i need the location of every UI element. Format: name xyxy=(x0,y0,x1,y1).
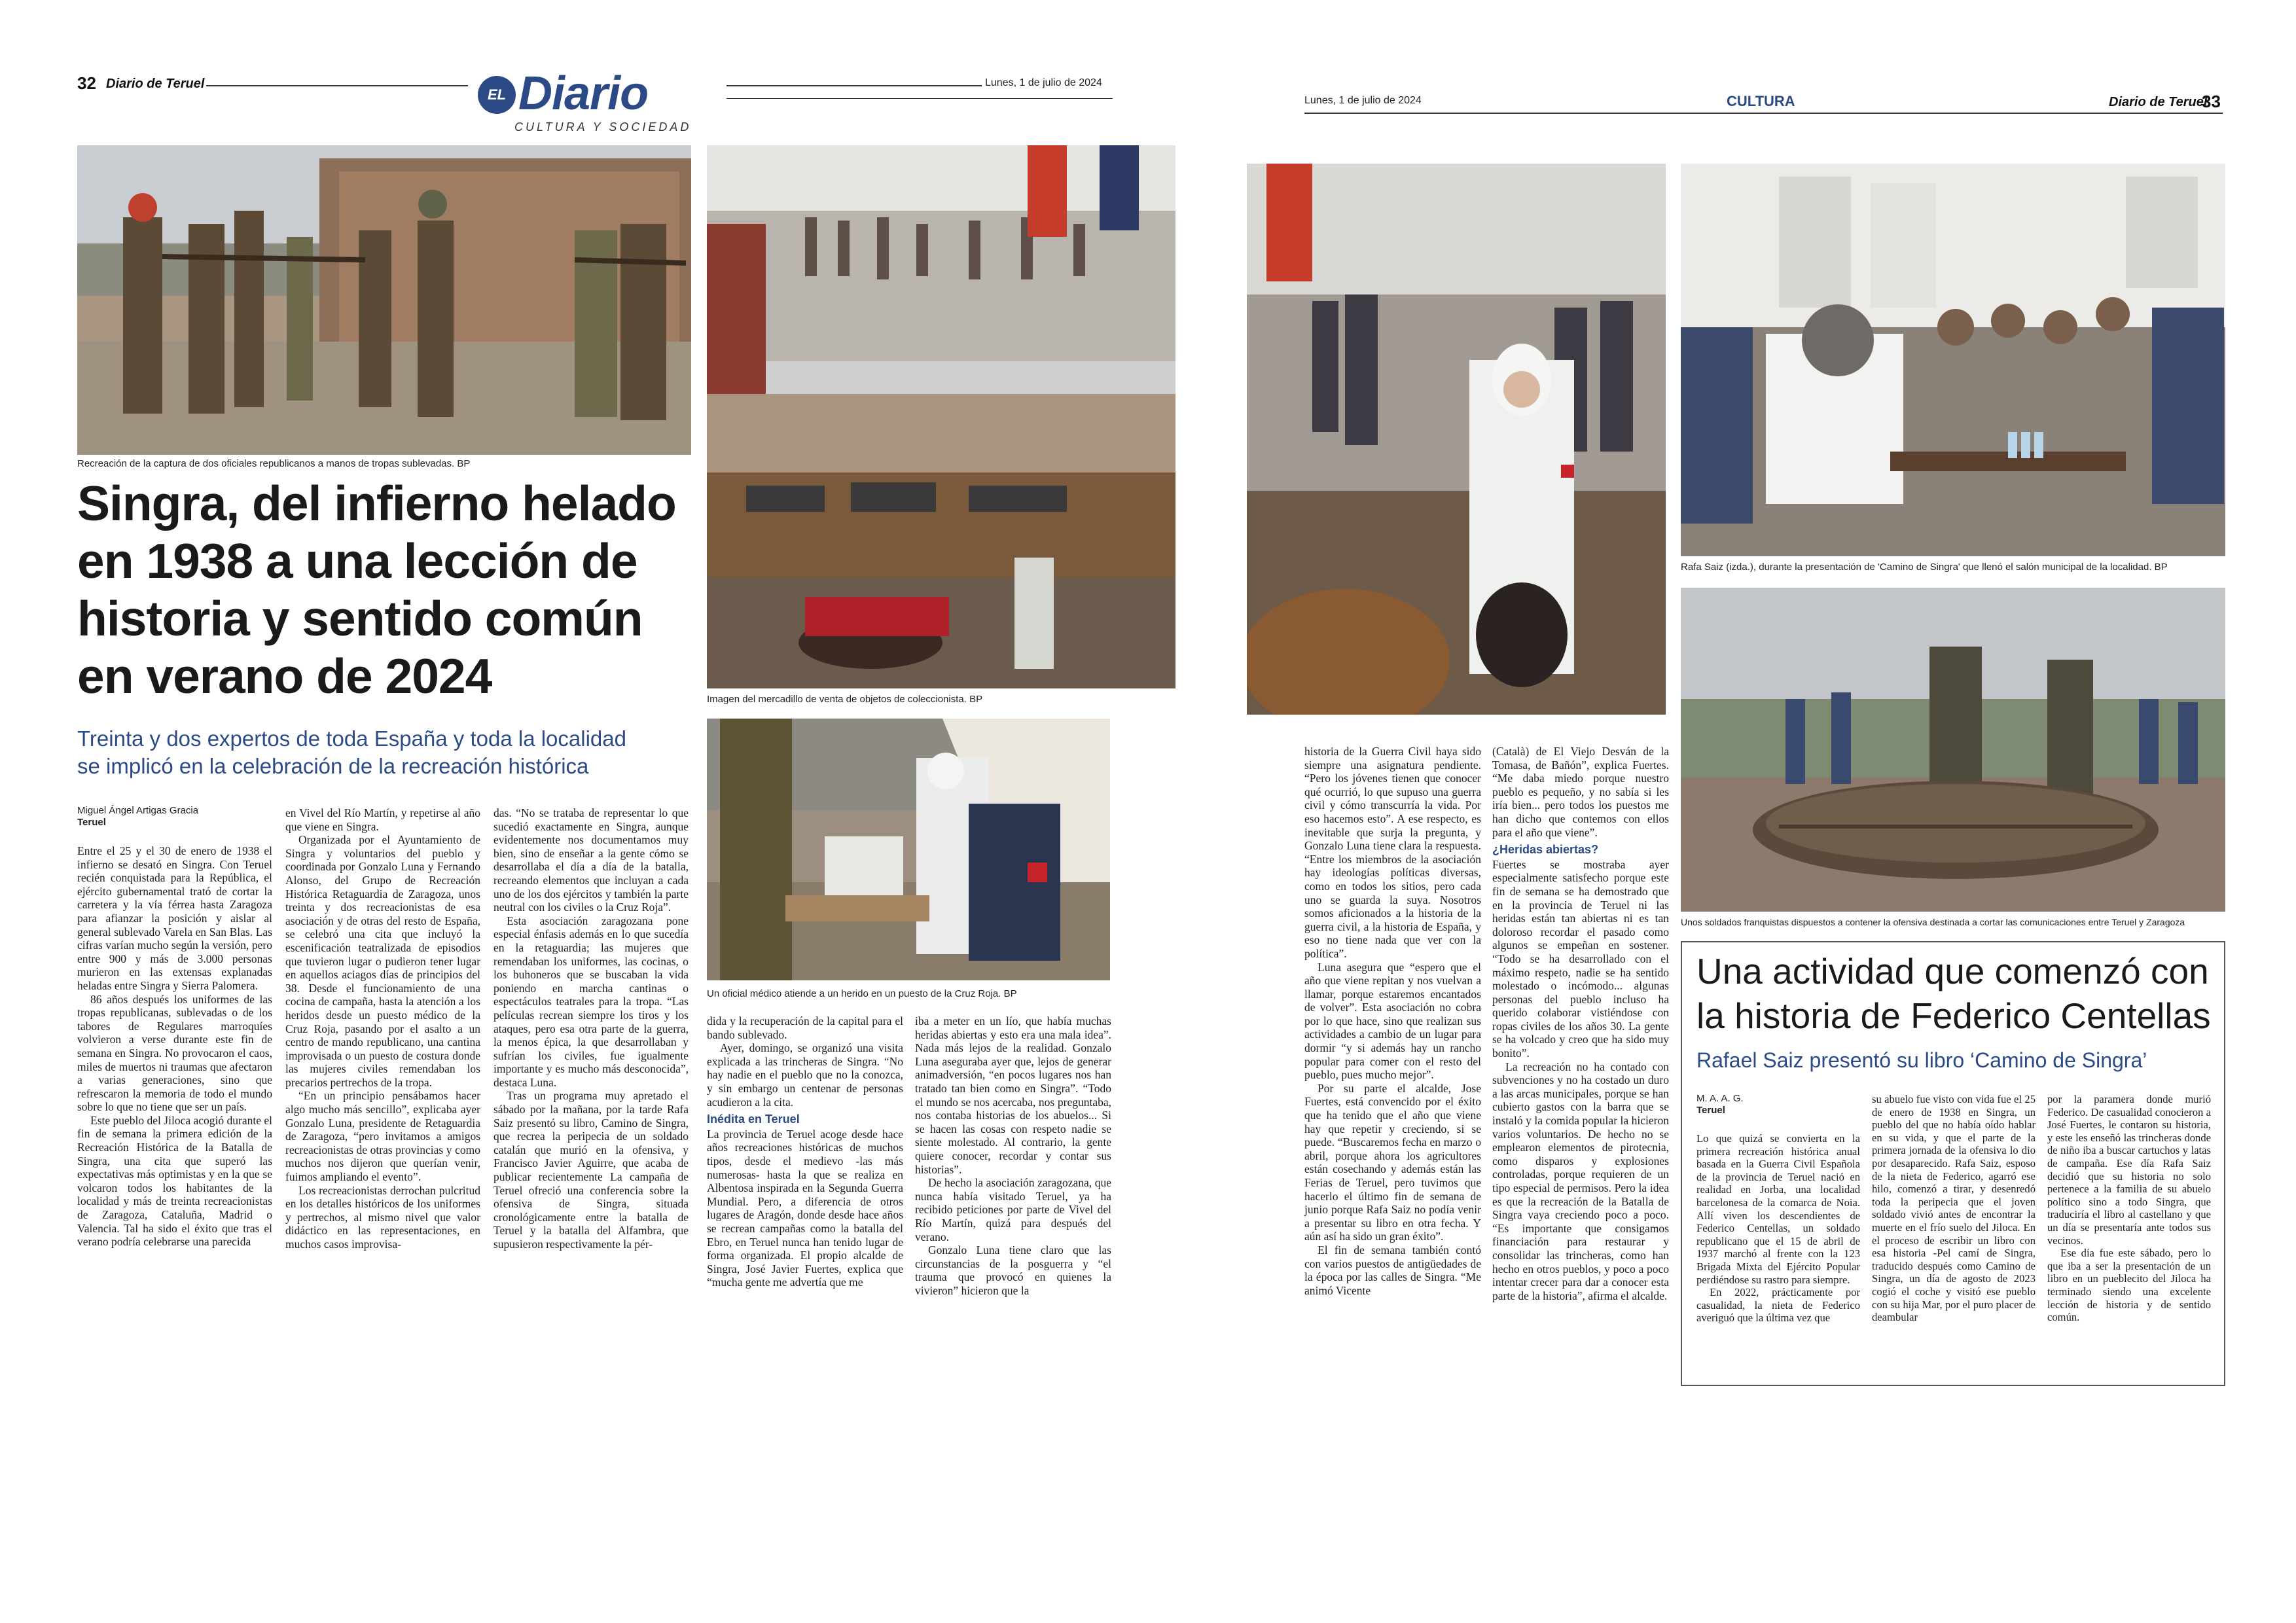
photo-red-cross xyxy=(707,719,1110,980)
paragraph: iba a meter en un lío, que había muchas heridas abiertas y esto era una mala idea”. Nada más lejos de la realidad. Gonzalo Luna aseguraba ayer que, lejos de generar animadversión, “en pocos lugares nos han tratado tan bien como en Singra”. “Todo el mundo se nos acercaba, nos preguntaba, nos contaba historias de los abuelos... Si se hacen las cosas con respeto nadie se siente molestado. Al contrario, la gente quiere conocer, recordar y contar sus historias”. xyxy=(915,1014,1111,1176)
headline-line-2: en 1938 a una lección de xyxy=(77,533,637,588)
paragraph: su abuelo fue visto con vida fue el 25 de enero de 1938 en Singra, un pueblo del que no había oído hablar en su vida, y que el parte de la primera jornada de la ofensiva lo dio por desaparecido. Rafa Saiz, esposo de la nieta de Federico, agarró ese hilo, comenzó a tirar, y desenredó toda la peripecia que el joven soldado vivió antes de encontrar la muerte en el frío suelo del Jiloca. En el proceso de escribir un libro con esa historia -Pel camí de Singra, traducido después como Camino de Singra, un día de agosto de 2023 cogió el coche y visitó ese pueblo con su hija Mar, por el puro placer de deambular xyxy=(1872,1093,2036,1324)
paragraph: Esta asociación zaragozana pone especial énfasis además en lo que sucedía en la retaguardia; las mujeres que remendaban los uniformes, las cocinas, o los buhoneros que se buscaban la vida poniendo en marcha cantinas o espectáculos teatrales para la tropa. “Las películas recrean siempre los tiros y los ataques, pero esa otra parte de la guerra, la menos épica, la que desarrollaban y sufrían los civiles, fue igualmente importante y es mucho más desconocida”, destaca Luna. xyxy=(493,914,689,1089)
paragraph: das. “No se trataba de representar lo que sucedió exactamente en Singra, aunque evidentemente nos documentamos muy bien, sino de enseñar a la gente cómo se desarrollaba el día a día de la batalla, recreando elementos que incluyan a cada uno de los dos ejércitos y también la parte neutral con los civiles o la Cruz Roja”. xyxy=(493,806,689,914)
sidebar-headline-line-1: Una actividad que comenzó con xyxy=(1696,951,2209,991)
article-column-1 xyxy=(77,844,272,1381)
paragraph: La provincia de Teruel acoge desde hace años recreaciones históricas de muchos tipos, desde el medievo -las más numerosas- hasta la que se realiza en Albentosa inspirada en la Segunda Guerra Mundial. Pero, a diferencia de otros lugares de Aragón, donde desde hace años se recrean campañas como la batalla del Ebro, en Teruel nunca han tenido lugar de forma organizada. El propio alcalde de Singra, José Javier Fuertes, explica que “mucha gente me advertía que me xyxy=(707,1127,903,1289)
author: Miguel Ángel Artigas Gracia xyxy=(77,805,199,816)
paragraph: De hecho la asociación zaragozana, que nunca había visitado Teruel, ya ha recibido peticiones por parte de Vivel del Río Martín, quizá para después del verano. xyxy=(915,1176,1111,1243)
paragraph: historia de la Guerra Civil haya sido siempre una asignatura pendiente. “Pero los jóvenes tienen que conocer qué ocurrió, lo que supuso una guerra civil y cómo transcurría la vida. Por eso hacemos esto”. A ese respecto, es inevitable que surja la pregunta, y Gonzalo Luna tiene clara la respuesta. “Entre los miembros de la asociación hay ideologías políticas diversas, como en todos los sitios, pero cada uno se guarda la suya. Nosotros somos aficionados a la historia de la guerra civil, a la historia de España, y eso no tiene nada que ver con la política”. xyxy=(1304,745,1481,960)
paragraph: 86 años después los uniformes de las tropas republicanas, sublevadas o de los tabores de Regulares marroquíes volvieron a verse durante este fin de semana en Singra. No provocaron el caos, miles de muertos ni traumas que afectaron a varias generaciones, sino que refrescaron la memoria de todo el mundo sobre lo que no tiene que ser un país. xyxy=(77,992,272,1114)
headline-line-3: historia y sentido común xyxy=(77,591,643,646)
paragraph: Organizada por el Ayuntamiento de Singra y voluntarios del pueblo y coordinada por Gonzalo Luna y Fernando Alonso, del Grupo de Recreación Histórica Retaguardia de Zaragoza, unos treinta y dos recreacionistas de esa asociación y de otras del resto de España, se celebró una cita que incluyó la escenificación teatralizada de episodios que tuvieron lugar o pudieron tener lugar en aquellos aciagos días de principios del 38. Desde el funcionamiento de una cocina de campaña, hasta la atención a los heridos desde un puesto médico de la Cruz Roja, pasando por el asalto a un centro de mando republicano, una cantina improvisada o un puesto de costura donde las mujeres civiles remendaban los precarios pertrechos de la tropa. xyxy=(285,833,480,1089)
caption-photo3: Un oficial médico atiende a un herido en un puesto de la Cruz Roja. BP xyxy=(707,988,1017,999)
paragraph: Entre el 25 y el 30 de enero de 1938 el infierno se desató en Singra. Con Teruel recién conquistada para la República, el ejército gubernamental trató de cortar la carretera y la vía férrea hasta Zaragoza para afianzar la posición y aislar al general sublevado Varela en San Blas. Las cifras varían mucho según la versión, pero entre 900 y más de 3.000 personas murieron en las extensas explanadas heladas entre Singra y Sierra Palomera. xyxy=(77,844,272,992)
subhead-line-2: se implicó en la celebración de la recreación histórica xyxy=(77,754,589,778)
article-column-4 xyxy=(707,1014,903,1381)
headline-line-4: en verano de 2024 xyxy=(77,649,492,704)
byline xyxy=(77,805,198,829)
right-date: Lunes, 1 de julio de 2024 xyxy=(1304,95,1422,106)
sidebar-column-2 xyxy=(1872,1093,2036,1381)
main-headline xyxy=(77,474,676,705)
sidebar-author: M. A. A. G. xyxy=(1696,1093,1744,1104)
photo-franquista-soldiers xyxy=(1681,588,2225,912)
paragraph: La recreación no ha contado con subvenciones y no ha costado un duro a las arcas municipales, porque se han cubierto gastos con la barra que se instaló y la comida popular la hicieron varios voluntarios. De hecho no se emplearon elementos de pirotecnia, como disparos y explosiones controladas, porque requieren de un tipo especial de permisos. Pero la idea es que la recreación de la Batalla de Singra vaya creciendo poco a poco. “Es importante que consigamos financiación para restaurar y consolidar las trincheras, como han hecho en otros pueblos, y poco a poco intentar crecer para dar a conocer esta parte de la historia”, afirma el alcalde. xyxy=(1492,1060,1669,1302)
paragraph: Lo que quizá se convierta en la primera recreación histórica anual basada en la Guerra Civil Española de la provincia de Teruel nació en realidad en Jorba, una localidad barcelonesa de la comarca de Noia. Allí viven los descendientes de Federico Centellas, un soldado republicano que el 15 de abril de 1937 marchó al frente con la 123 Brigada Mixta del Ejército Popular perdiéndose su rastro para siempre. xyxy=(1696,1132,1860,1286)
sidebar-column-3 xyxy=(2047,1093,2211,1381)
paragraph: Gonzalo Luna tiene claro que las circunstancias de la posguerra y “el trauma que provocó en quienes la vivieron” hicieron que la xyxy=(915,1243,1111,1297)
paragraph: Ese día fue este sábado, pero lo que iba a ser la presentación de un libro en un pueblecito del Jiloca ha terminado siendo una excelente lección de historia y de sentido común. xyxy=(2047,1247,2211,1324)
paragraph: dida y la recuperación de la capital para el bando sublevado. xyxy=(707,1014,903,1041)
left-paper-name: Diario de Teruel xyxy=(106,77,205,91)
sidebar-location: Teruel xyxy=(1696,1105,1725,1116)
photo-flea-market xyxy=(707,145,1175,688)
sidebar-column-1 xyxy=(1696,1132,1860,1381)
left-page-number: 32 xyxy=(77,73,96,93)
right-page-number: 33 xyxy=(2202,92,2221,111)
section-subtitle: CULTURA Y SOCIEDAD xyxy=(514,120,692,134)
paragraph: Tras un programa muy apretado el sábado por la mañana, por la tarde Rafa Saiz presentó su libro, Camino de Singra, que recrea la peripecia de un soldado catalán que murió en la ofensiva, y Francisco Javier Aguirre, que acaba de publicar recientemente La campaña de Teruel ofreció una conferencia sobre la ofensiva de Singra, situada cronológicamente entre la batalla de Teruel y la batalla del Alfambra, que supusieron respectivamente la pér- xyxy=(493,1089,689,1251)
logo-badge: EL xyxy=(478,76,516,114)
subhead-heridas: ¿Heridas abiertas? xyxy=(1492,843,1599,857)
photo-nurse-market xyxy=(1247,164,1666,715)
sidebar-byline xyxy=(1696,1093,1744,1116)
article-column-3 xyxy=(493,806,689,1382)
sidebar-headline-line-2: la historia de Federico Centellas xyxy=(1696,995,2211,1036)
caption-photo1: Recreación de la captura de dos oficiales republicanos a manos de tropas sublevadas. BP xyxy=(77,458,471,469)
caption-photo5: Rafa Saiz (izda.), durante la presentación de 'Camino de Singra' que llenó el salón municipal de la localidad. BP xyxy=(1681,562,2168,573)
paragraph: Los recreacionistas derrochan pulcritud en los detalles históricos de los uniformes y pertrechos, al mismo nivel que valor didáctico en las representaciones, en muchos casos improvisa- xyxy=(285,1183,480,1251)
article-column-5 xyxy=(915,1014,1111,1381)
paragraph: en Vivel del Río Martín, y repetirse al año que viene en Singra. xyxy=(285,806,480,833)
right-paper-name: Diario de Teruel xyxy=(2109,95,2208,109)
sidebar-subhead: Rafael Saiz presentó su libro ‘Camino de Singra’ xyxy=(1696,1048,2147,1072)
section-label: CULTURA xyxy=(1727,93,1795,109)
left-date: Lunes, 1 de julio de 2024 xyxy=(985,77,1102,88)
subhead-inedita: Inédita en Teruel xyxy=(707,1113,800,1126)
paragraph: Luna asegura que “espero que el año que viene repitan y nos vuelvan a llamar, porque estaremos encantados de volver”. Esta asociación no cobra por lo que hace, sino que realizan sus actividades a cambio de un lugar para dormir “y si además hay un rancho popular para comer con el resto del pueblo, pues mucho mejor”. xyxy=(1304,960,1481,1082)
paragraph: Por su parte el alcalde, Jose Fuertes, está convencido por el éxito que ha tenido que el año que viene hay que repetir y creciendo, si se puede. “Buscaremos fecha en marzo o abril, porque ahora los agricultores están cosechando y además están las Ferias de Teruel, pero tuvimos que hacerlo el último fin de semana de junio porque Rafa Saiz no podía venir a presentar su libro en otra fecha. Y aún así ha sido un gran éxito”. xyxy=(1304,1081,1481,1243)
photo-capture-reenactment xyxy=(77,145,691,455)
subhead-line-1: Treinta y dos expertos de toda España y toda la localidad xyxy=(77,726,626,751)
paragraph: Fuertes se mostraba ayer especialmente satisfecho porque este fin de semana se ha demostrado que en la provincia de Teruel ni las heridas están tan abiertas ni es tan doloroso recordar el pasado como algunos se empeñan en sostener. “Todo se ha desarrollado con el máximo respeto, nadie se ha sentido molestado o incómodo... algunas personas del pueblo incluso ha querido colaborar vistiéndose con ropas civiles de los años 30. La gente se ha volcado y creo que ha sido muy bonito”. xyxy=(1492,857,1669,1060)
sidebar-headline xyxy=(1696,949,2211,1038)
article-column-2 xyxy=(285,806,480,1382)
photo-book-presentation xyxy=(1681,164,2225,556)
diario-logo xyxy=(478,67,713,143)
article-column-7 xyxy=(1492,745,1669,1393)
paragraph: “En un principio pensábamos hacer algo mucho más sencillo”, explicaba ayer Gonzalo Luna, presidente de Retaguardia de Zaragoza, “pero invitamos a amigos recreacionistas de otras provincias y como muchos nos dijeron que querían venir, fuimos ampliando el evento”. xyxy=(285,1089,480,1184)
headline-line-1: Singra, del infierno helado xyxy=(77,476,676,531)
main-subhead xyxy=(77,725,626,780)
caption-photo2: Imagen del mercadillo de venta de objetos de coleccionista. BP xyxy=(707,694,983,705)
caption-photo6: Unos soldados franquistas dispuestos a contener la ofensiva destinada a cortar las comunicaciones entre Teruel y Zaragoza xyxy=(1681,917,2185,927)
paragraph: En 2022, prácticamente por casualidad, la nieta de Federico averiguó que la última vez que xyxy=(1696,1286,1860,1325)
paragraph: (Català) de El Viejo Desván de la Tomasa, de Bañón”, explica Fuertes. “Me daba miedo porque nuestro pueblo es pequeño, y no sabía si les iría bien... pero todos los puestos me han dicho que contemos con ellos para el año que viene”. xyxy=(1492,745,1669,839)
logo-text: Diario xyxy=(518,67,649,120)
article-column-6 xyxy=(1304,745,1481,1393)
paragraph: Ayer, domingo, se organizó una visita explicada a las trincheras de Singra. “No hay nadie en el pueblo que no la conozca, y sin embargo un centenar de personas acudieron a la cita. xyxy=(707,1041,903,1109)
location: Teruel xyxy=(77,817,106,828)
paragraph: Este pueblo del Jiloca acogió durante el fin de semana la primera edición de la Recreación Histórica de la Batalla de Singra, una cita que superó las expectativas más optimistas y en la que se volcaron todos los habitantes de la localidad y más de treinta recreacionistas de Zaragoza, Cataluña, Madrid o Valencia. Tal ha sido el éxito que tras el verano podría celebrarse una parecida xyxy=(77,1113,272,1249)
paragraph: El fin de semana también contó con varios puestos de antigüedades de la época por las calles de Singra. “Me animó Vicente xyxy=(1304,1243,1481,1297)
paragraph: por la paramera donde murió Federico. De casualidad conocieron a José Fuertes, le contaron su historia, y este les enseñó las trincheras donde de niño iba a buscar cartuchos y latas de campaña. Ese día Rafa Saiz decidió que su historia no solo pertenece a la familia de su abuelo político sino a todo Singra, que traduciría el libro al castellano y que un día se presentaría ante todos sus vecinos. xyxy=(2047,1093,2211,1247)
